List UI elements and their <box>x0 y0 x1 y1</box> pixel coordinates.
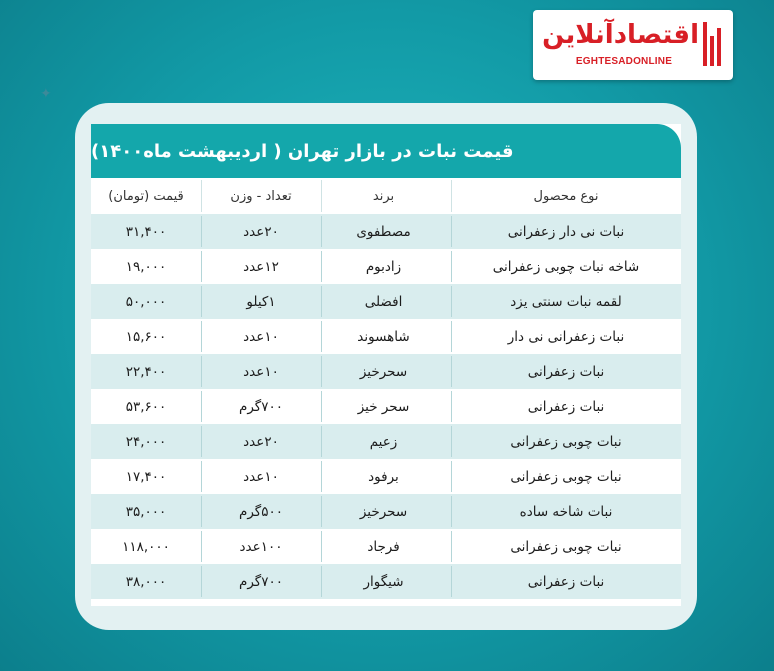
title-bar <box>91 124 681 178</box>
cell-brand: زادبوم <box>365 258 402 275</box>
cell-product: نبات زعفرانی <box>527 363 605 380</box>
cell-qty: ۱۰عدد <box>243 468 279 485</box>
column-divider <box>321 566 322 597</box>
column-divider <box>201 391 202 422</box>
table-row <box>91 564 681 599</box>
cell-product: نبات چوبی زعفرانی <box>510 468 622 485</box>
cell-product: لقمه نبات سنتی یزد <box>510 293 622 310</box>
cell-qty: ۱۰عدد <box>243 363 279 380</box>
column-divider <box>201 216 202 247</box>
cell-brand: فرجاد <box>367 538 400 555</box>
logo <box>533 10 733 80</box>
cell-brand: برفود <box>368 468 399 485</box>
cell-product: نبات نی دار زعفرانی <box>507 223 625 240</box>
cell-price: ۳۱,۴۰۰ <box>125 223 167 240</box>
cell-product: نبات زعفرانی نی دار <box>507 328 625 345</box>
cell-qty: ۲۰عدد <box>243 433 279 450</box>
column-divider <box>321 496 322 527</box>
table-body <box>91 214 681 599</box>
cell-brand: شیگوار <box>363 573 404 590</box>
logo-mark-icon <box>703 22 723 66</box>
column-divider <box>451 531 452 562</box>
column-divider <box>321 216 322 247</box>
header-product: نوع محصول <box>533 188 599 204</box>
column-divider <box>201 426 202 457</box>
cell-qty: ۱۰عدد <box>243 328 279 345</box>
column-divider <box>321 461 322 492</box>
cell-qty: ۷۰۰گرم <box>239 573 283 590</box>
cell-qty: ۱کیلو <box>246 293 276 310</box>
column-divider <box>451 566 452 597</box>
column-divider <box>201 356 202 387</box>
cell-product: نبات شاخه ساده <box>519 503 613 520</box>
column-divider <box>321 286 322 317</box>
cell-price: ۲۴,۰۰۰ <box>125 433 167 450</box>
table-row <box>91 354 681 389</box>
cell-brand: سحرخیز <box>359 363 408 380</box>
cell-brand: افضلی <box>364 293 403 310</box>
column-divider <box>451 356 452 387</box>
column-divider <box>451 461 452 492</box>
table-row <box>91 494 681 529</box>
cell-qty: ۱۰۰عدد <box>239 538 283 555</box>
cell-qty: ۱۲عدد <box>243 258 279 275</box>
cell-product: نبات زعفرانی <box>527 573 605 590</box>
column-divider <box>201 286 202 317</box>
column-divider <box>451 251 452 282</box>
column-divider <box>321 180 322 212</box>
column-divider <box>201 461 202 492</box>
cell-product: نبات زعفرانی <box>527 398 605 415</box>
column-divider <box>321 321 322 352</box>
cell-brand: زعیم <box>369 433 398 450</box>
cell-brand: سحرخیز <box>359 503 408 520</box>
table-row <box>91 389 681 424</box>
cell-product: نبات چوبی زعفرانی <box>510 433 622 450</box>
column-divider <box>201 180 202 212</box>
header-price: قیمت (تومان) <box>108 188 184 204</box>
cell-brand: شاهسوند <box>357 328 410 345</box>
table-row <box>91 459 681 494</box>
column-divider <box>451 496 452 527</box>
column-divider <box>321 531 322 562</box>
cell-brand: مصطفوی <box>356 223 411 240</box>
cell-price: ۱۱۸,۰۰۰ <box>122 538 170 555</box>
column-divider <box>321 391 322 422</box>
column-divider <box>201 251 202 282</box>
logo-name-fa: اقتصادآنلاین <box>542 20 699 50</box>
table-row <box>91 424 681 459</box>
cell-product: نبات چوبی زعفرانی <box>510 538 622 555</box>
header-qty: تعداد - وزن <box>230 188 292 204</box>
column-divider <box>321 426 322 457</box>
cell-price: ۱۵,۶۰۰ <box>125 328 167 345</box>
plus-mark-icon: ✦ <box>40 86 52 102</box>
column-divider <box>451 180 452 212</box>
price-table <box>91 124 681 606</box>
column-divider <box>451 321 452 352</box>
cell-price: ۲۲,۴۰۰ <box>125 363 167 380</box>
column-divider <box>451 391 452 422</box>
table-header <box>91 178 681 214</box>
table-row <box>91 214 681 249</box>
cell-product: شاخه نبات چوبی زعفرانی <box>492 258 640 275</box>
cell-price: ۳۸,۰۰۰ <box>125 573 167 590</box>
cell-price: ۵۰,۰۰۰ <box>125 293 167 310</box>
column-divider <box>451 286 452 317</box>
cell-qty: ۲۰عدد <box>243 223 279 240</box>
column-divider <box>321 251 322 282</box>
column-divider <box>201 321 202 352</box>
header-brand: برند <box>372 188 395 204</box>
column-divider <box>321 356 322 387</box>
cell-price: ۱۷,۴۰۰ <box>125 468 167 485</box>
table-row <box>91 284 681 319</box>
column-divider <box>451 426 452 457</box>
table-row <box>91 249 681 284</box>
cell-price: ۵۳,۶۰۰ <box>125 398 167 415</box>
table-title: قیمت نبات در بازار تهران ( اردیبهشت ماه۱۴۰۰) <box>91 140 514 162</box>
logo-name-en: EGHTESADONLINE <box>575 56 673 67</box>
cell-price: ۱۹,۰۰۰ <box>125 258 167 275</box>
cell-qty: ۵۰۰گرم <box>239 503 283 520</box>
column-divider <box>201 531 202 562</box>
column-divider <box>451 216 452 247</box>
column-divider <box>201 566 202 597</box>
table-row <box>91 319 681 354</box>
table-row <box>91 529 681 564</box>
cell-price: ۳۵,۰۰۰ <box>125 503 167 520</box>
cell-brand: سحر خیز <box>357 398 410 415</box>
cell-qty: ۷۰۰گرم <box>239 398 283 415</box>
column-divider <box>201 496 202 527</box>
